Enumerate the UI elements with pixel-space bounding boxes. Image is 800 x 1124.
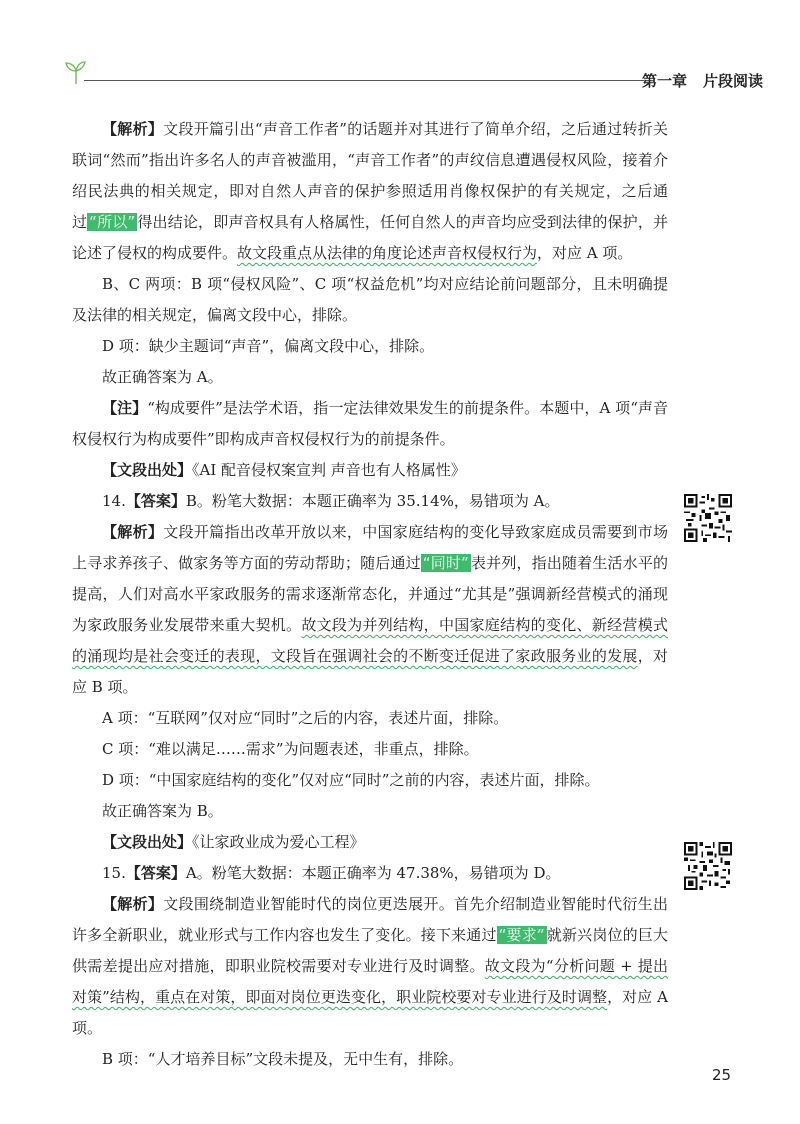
option-explanation: B、C 两项：B 项“侵权风险”、C 项“权益危机”均对应结论前问题部分，且未明确提及法律的相关规定，偏离文段中心，排除。 bbox=[72, 275, 668, 324]
analysis-paragraph-15: 【解析】文段围绕制造业智能时代的岗位更迭展开。首先介绍制造业智能时代衍生出许多全新职业，就业形式与工作内容也发生了变化。接下来通过 “要求” 就新兴岗位的巨大供需差提出应对措施，即职业院校需要对专业进行及时调整。故文段为“分析问题 + 提出对策”结构，重点在对策，即面对岗位更迭变化，职业院校要对专业进行及时调整，对应 A 项。 bbox=[72, 895, 668, 1037]
keyword-highlight: “要求” bbox=[498, 926, 545, 944]
keyword-highlight: “同时” bbox=[422, 554, 469, 572]
analysis-tag: 【解析】 bbox=[102, 895, 164, 913]
qr-code-icon[interactable] bbox=[684, 842, 732, 890]
chapter-title bbox=[642, 70, 763, 91]
analysis-tag: 【解析】 bbox=[102, 120, 164, 138]
key-sentence: 故文段重点从法律的角度论述声音权侵权行为 bbox=[237, 244, 538, 262]
answer-line-15: 15.【答案】A。粉笔大数据：本题正确率为 47.38%，易错项为 D。 bbox=[102, 864, 561, 882]
page-content bbox=[72, 114, 668, 1075]
page-number: 25 bbox=[712, 1066, 732, 1084]
page-header bbox=[64, 58, 764, 102]
correct-answer: 故正确答案为 B。 bbox=[102, 802, 223, 820]
qr-code-icon[interactable] bbox=[684, 494, 732, 542]
correct-answer: 故正确答案为 A。 bbox=[102, 368, 223, 386]
option-explanation: D 项：缺少主题词“声音”，偏离文段中心，排除。 bbox=[102, 337, 435, 355]
analysis-paragraph-13: 【解析】文段开篇引出“声音工作者”的话题并对其进行了简单介绍，之后通过转折关联词“然而”指出许多名人的声音被滥用，“声音工作者”的声纹信息遭遇侵权风险，接着介绍民法典的相关规定，即对自然人声音的保护参照适用肖像权保护的有关规定，之后通过 “所以” 得出结论，即声音权具有人格属性，任何自然人的声音均应受到法律的保护，并论述了侵权的构成要件。故文段重点从法律的角度论述声音权侵权行为，对应 A 项。 bbox=[72, 120, 668, 262]
option-explanation: D 项：“中国家庭结构的变化”仅对应“同时”之前的内容，表述片面，排除。 bbox=[102, 771, 600, 789]
source-line: 【文段出处】《AI 配音侵权案宣判 声音也有人格属性》 bbox=[102, 461, 466, 479]
sprout-icon bbox=[64, 60, 88, 86]
header-divider bbox=[84, 80, 644, 81]
option-explanation: A 项：“互联网”仅对应“同时”之后的内容，表述片面，排除。 bbox=[102, 709, 509, 727]
answer-tag: 【答案】 bbox=[125, 492, 186, 510]
chapter-number: 第一章 bbox=[642, 72, 688, 90]
analysis-paragraph-14: 【解析】文段开篇指出改革开放以来，中国家庭结构的变化导致家庭成员需要到市场上寻求养孩子、做家务等方面的劳动帮助；随后通过 “同时” 表并列，指出随着生活水平的提高，人们对高水平家政服务的需求逐渐常态化，并通过“尤其是”强调新经营模式的涌现为家政服务业发展带来重大契机。故文段为并列结构，中国家庭结构的变化、新经营模式的涌现均是社会变迁的表现，文段旨在强调社会的不断变迁促进了家政服务业的发展，对应 B 项。 bbox=[72, 523, 668, 696]
source-line: 【文段出处】《让家政业成为爱心工程》 bbox=[102, 833, 365, 851]
key-sentence: 故文段为并列结构，中国家庭结构的变化、新经营模式的涌现均是社会变迁的表现，文段旨在强调社会的不断变迁促进了家政服务业的发展 bbox=[72, 616, 668, 665]
source-tag: 【文段出处】 bbox=[102, 461, 193, 479]
option-explanation: B 项：“人才培养目标”文段未提及，无中生有，排除。 bbox=[102, 1050, 464, 1068]
answer-line-14: 14.【答案】B。粉笔大数据：本题正确率为 35.14%，易错项为 A。 bbox=[102, 492, 560, 510]
answer-tag: 【答案】 bbox=[125, 864, 186, 882]
section-title: 片段阅读 bbox=[703, 72, 764, 90]
keyword-highlight: “所以” bbox=[89, 213, 136, 231]
note-tag: 【注】 bbox=[102, 399, 148, 417]
option-explanation: C 项：“难以满足……需求”为问题表述，非重点，排除。 bbox=[102, 740, 479, 758]
note-paragraph: 【注】“构成要件”是法学术语，指一定法律效果发生的前提条件。本题中，A 项“声音权侵权行为构成要件”即构成声音权侵权行为的前提条件。 bbox=[72, 399, 668, 448]
key-sentence: 故文段为“分析问题 + 提出对策”结构，重点在对策，即面对岗位更迭变化，职业院校要对专业进行及时调整 bbox=[72, 957, 668, 1006]
source-tag: 【文段出处】 bbox=[102, 833, 193, 851]
analysis-tag: 【解析】 bbox=[102, 523, 164, 541]
